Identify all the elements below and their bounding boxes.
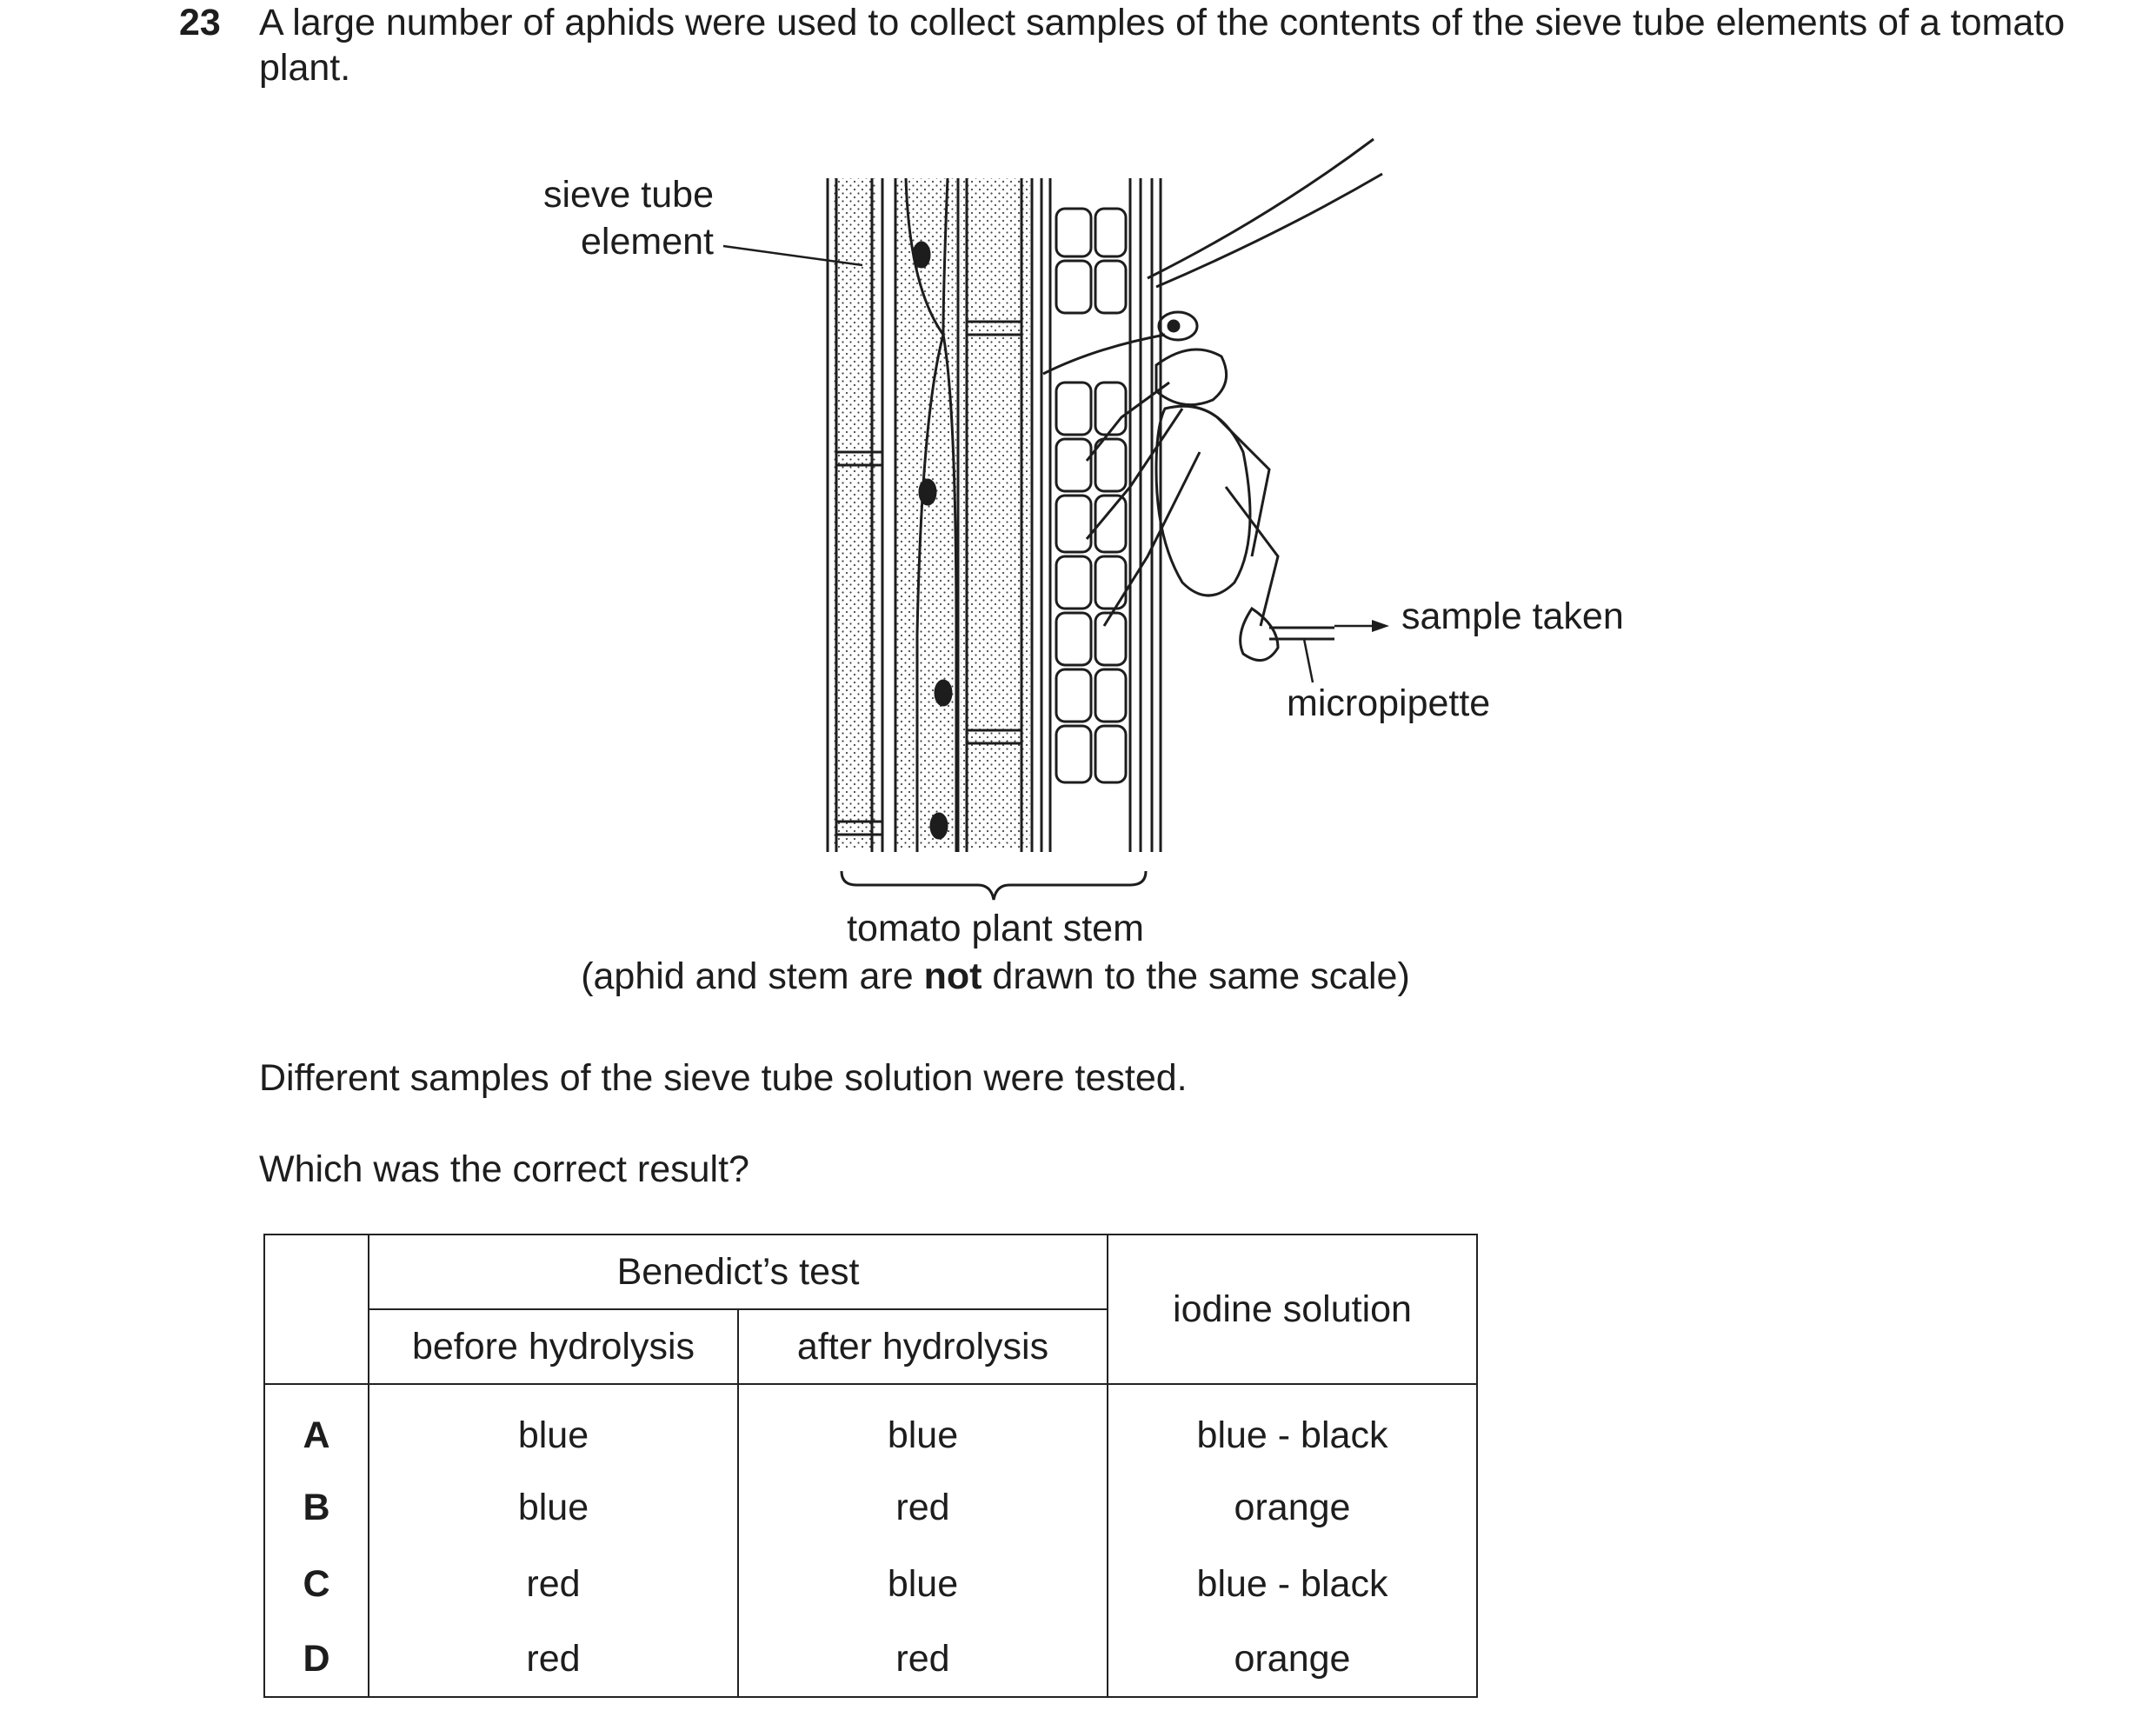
paragraph-question-prompt: Which was the correct result?: [259, 1148, 749, 1190]
cell-after: blue: [738, 1546, 1108, 1622]
cell-before: red: [369, 1622, 738, 1697]
header-before-hydrolysis: before hydrolysis: [369, 1309, 738, 1384]
question-text: A large number of aphids were used to collect samples of the contents of the sieve tube elements of a tomato plant.: [259, 2, 2066, 89]
cell-iodine: blue - black: [1108, 1384, 1477, 1469]
option-letter: A: [264, 1384, 369, 1469]
cell-after: red: [738, 1622, 1108, 1697]
cell-before: blue: [369, 1469, 738, 1546]
caption-scale-pre: (aphid and stem are: [581, 955, 924, 997]
cell-iodine: orange: [1108, 1622, 1477, 1697]
label-sieve-tube-line1: sieve tube: [542, 174, 714, 216]
header-benedicts: Benedict’s test: [369, 1235, 1108, 1309]
table-row: [264, 1622, 1477, 1697]
label-micropipette: micropipette: [1287, 682, 1491, 724]
cell-after: red: [738, 1469, 1108, 1546]
header-blank-cell: [264, 1235, 369, 1384]
results-table: [263, 1234, 1478, 1698]
cell-after: blue: [738, 1384, 1108, 1469]
cell-before: blue: [369, 1384, 738, 1469]
table-row: [264, 1384, 1477, 1469]
option-letter: C: [264, 1546, 369, 1622]
label-sample-taken: sample taken: [1401, 596, 1624, 637]
caption-scale-bold: not: [923, 955, 982, 997]
option-letter: B: [264, 1469, 369, 1546]
table-row: [264, 1546, 1477, 1622]
cell-iodine: orange: [1108, 1469, 1477, 1546]
label-sieve-tube-line2: element: [581, 221, 714, 263]
header-iodine: iodine solution: [1108, 1235, 1477, 1384]
diagram-caption-title: tomato plant stem: [847, 908, 1144, 949]
paragraph-samples-tested: Different samples of the sieve tube solution were tested.: [259, 1057, 1188, 1099]
cell-iodine: blue - black: [1108, 1546, 1477, 1622]
caption-scale-post: drawn to the same scale): [982, 955, 1410, 997]
table-header-row: [264, 1235, 1477, 1309]
question-number: 23: [179, 2, 221, 43]
option-letter: D: [264, 1622, 369, 1697]
table-row: [264, 1469, 1477, 1546]
cell-before: red: [369, 1546, 738, 1622]
header-after-hydrolysis: after hydrolysis: [738, 1309, 1108, 1384]
diagram-caption-scale-note: [0, 954, 1991, 999]
